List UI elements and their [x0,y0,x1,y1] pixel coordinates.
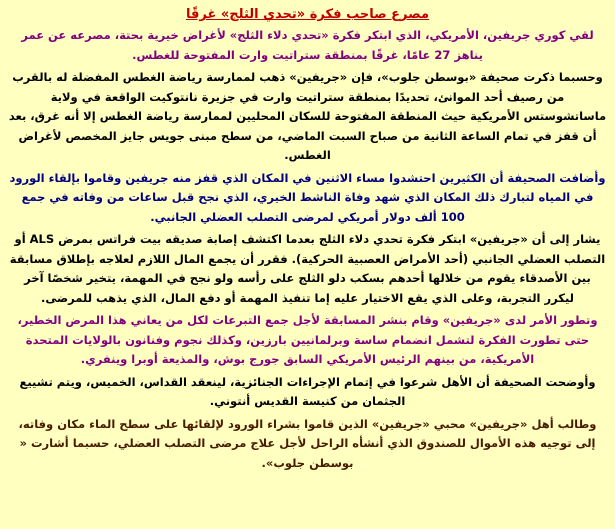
article-paragraph-4: يشار إلى أن «جريفين» ابتكر فكرة تحدي دلاء الثلج بعدما اكتشف إصابة صديقه بيت فراتس بمرض ALS أو التصلب العضلي الجانبي (أحد الأمراض العصبية الحركية). فقرر أن يجمع المال اللازم لعلاجه بإطلاق مسابقة بين الأصدقاء يقوم من خلالها أحدهم بسكب دلو الثلج على رأسه ولو نجح في المهمة، يتخير شخصًا آخر ليكرر التجربة، وعلى الذي يقع الاختيار عليه إما تنفيذ المهمة أو دفع المال، الذي يذهب للمرضى. [9,232,606,305]
article-paragraph-1: لقي كوري جريفين، الأمريكي، الذي ابتكر فكرة «تحدي دلاء الثلج» لأغراض خيرية بحتة، مصرعه عن عمر يناهز 27 عامًا، غرقًا بمنطقة ستراتيت وارت المفتوحة للغطس. [21,28,594,62]
article-paragraph-7: وطالب أهل «جريفين» محبي «جريفين» الذين قاموا بشراء الورود لإلقائها على سطح الماء مكان وفاته، إلى توجيه هذه الأموال للصندوق الذي أنشأه الراحل لأجل علاج مرضى التصلب العضلي، حسبما أشارت « بوسطن جلوب». [18,416,597,470]
article-paragraph-6: وأوضحت الصحيفة أن الأهل شرعوا في إتمام الإجراءات الجنائزية، لينعقد القداس، الخميس، ويتم تشييع الجثمان من كنيسة القديس أنتوني. [19,374,596,408]
article-paragraph-5: وتطور الأمر لدى «جريفين» وقام بنشر المسابقة لأجل جمع التبرعات لكل من يعاني هذا المرض الخطير، حتى تطورت الفكرة لتشمل انضمام ساسة وبرلمانيين بارزين، وكذلك نجوم وفنانون بالولايات المتحدة الأمريكية، من بينهم الرئيس الأمريكي السابق جورج بوش، والمذيعة أوبرا وينفري. [17,313,598,366]
article-paragraph-3: وأضافت الصحيفة أن الكثيرين احتشدوا مساء الاثنين في المكان الذي قفز منه جريفين وقاموا بإلقاء الورود في المياه لتبارك ذلك المكان الذي شهد وفاة الناشط الخيري، الذي نجح قبل ساعات من وفاته في جمع 100 ألف دولار أمريكي لمرضى التصلب العضلي الجانبي. [9,170,606,224]
article-paragraph-2: وحسبما ذكرت صحيفة «بوسطن جلوب»، فإن «جريفين» ذهب لممارسة رياضة الغطس المفضلة له بالقرب من رصيف أحد الموانئ، تحديدًا بمنطقة ستراتيت وارت في جزيرة نانتوكيت الواقعة في ولاية ماساتشوستس الأمريكية حيث المنطقة المفتوحة للسكان المحليين لممارسة رياضة الغطس إلا أنه غرق، بعد أن قفز في تمام الساعة الثانية من صباح السبت الماضي، من سطح مبنى جويس جايز المخصص لأغراض الغطس. [8,70,607,162]
article-title: مصرع صاحب فكرة «تحدي الثلج» غرقًا [185,7,429,22]
